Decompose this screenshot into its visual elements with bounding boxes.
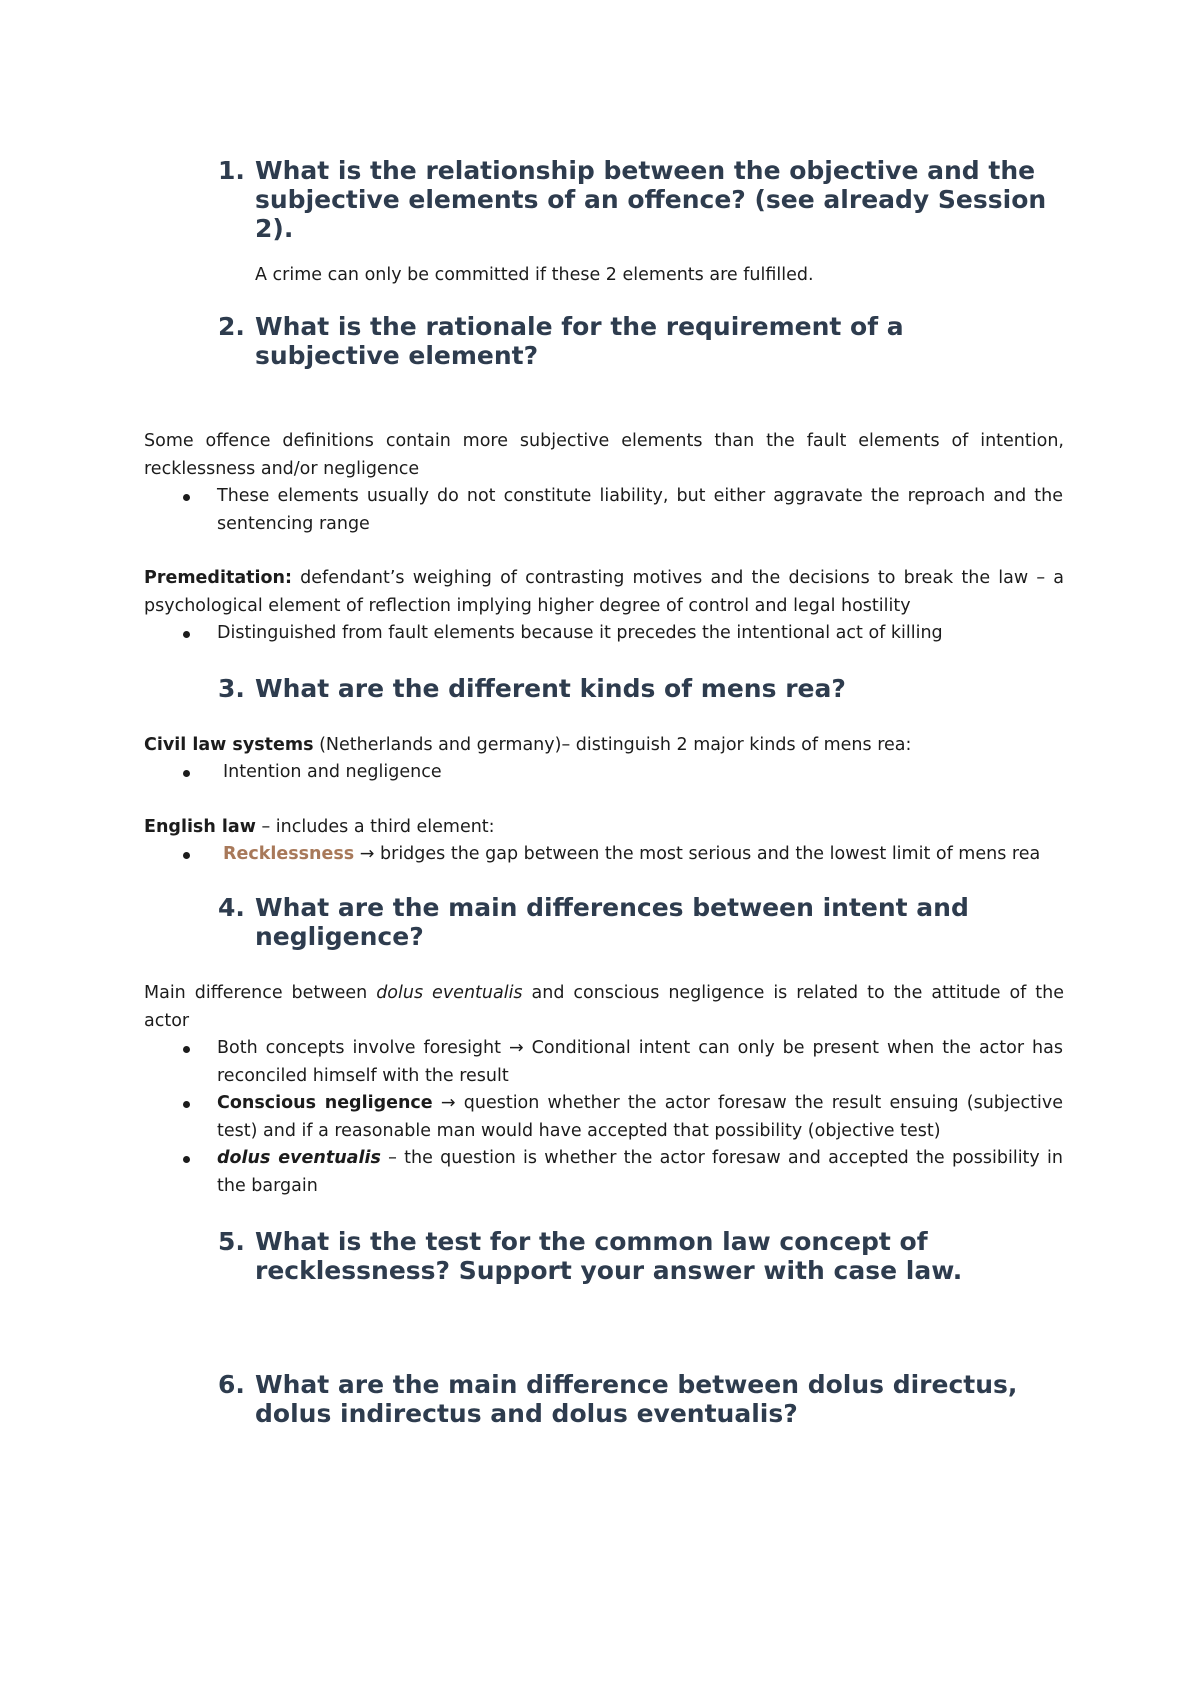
q3-english-law-paragraph (144, 814, 1064, 842)
question-number: 1. (218, 156, 245, 185)
bullet-text: These elements usually do not constitute liability, but either aggravate the reproach and the sentencing range (217, 486, 1063, 534)
dolus-eventualis-text: – the question is whether the actor foresaw and accepted the possibility in the bargain (217, 1148, 1063, 1196)
bullet-text (217, 1035, 1063, 1090)
intro-text-b: and conscious negligence is related to the attitude of the actor (144, 983, 1064, 1031)
bullet-text-b: Conditional intent can only be present when the actor has reconciled himself with the result (217, 1038, 1063, 1086)
question-number: 5. (218, 1227, 245, 1256)
question-text: What is the relationship between the objective and the subjective elements of an offence? (see already Session 2). (255, 156, 1047, 243)
bullet-dot (183, 1046, 190, 1053)
arrow-icon: → (432, 1093, 464, 1113)
q2-premeditation-paragraph (144, 565, 1064, 620)
bullet-dot (183, 494, 190, 501)
question-4-heading (218, 893, 1048, 951)
bullet-dot (183, 631, 190, 638)
recklessness-label: Recklessness (223, 844, 355, 864)
bullet-dot (183, 770, 190, 777)
bullet-text: Distinguished from fault elements because it precedes the intentional act of killing (217, 623, 943, 643)
arrow-icon: → (508, 1038, 524, 1058)
civil-law-text: (Netherlands and germany)– distinguish 2 major kinds of mens rea: (313, 735, 912, 755)
arrow-icon: → (354, 844, 381, 864)
question-number: 6. (218, 1370, 245, 1399)
q3-civil-law-paragraph (144, 732, 1064, 760)
q2-intro-paragraph: Some offence definitions contain more subjective elements than the fault elements of intention, recklessness and/or negligence (144, 431, 1064, 479)
q4-intro-paragraph (144, 980, 1064, 1035)
question-6-heading (218, 1370, 1048, 1428)
question-text: What is the rationale for the requirement of a subjective element? (255, 312, 904, 370)
question-text: What are the different kinds of mens rea? (255, 674, 846, 703)
bullet-text: Intention and negligence (223, 762, 442, 782)
question-1-heading (218, 156, 1048, 243)
bullet-text (217, 1145, 1063, 1200)
q4-bullet-2 (183, 1090, 1063, 1145)
question-5-heading (218, 1227, 1048, 1285)
dolus-eventualis-term: dolus eventualis (376, 983, 523, 1003)
intro-text-a: Main difference between (144, 983, 377, 1003)
bullet-text (223, 841, 1063, 869)
q4-bullet-1 (183, 1035, 1063, 1090)
q3-civil-bullet (183, 759, 1063, 787)
q2-bullet-1 (183, 483, 1063, 538)
question-3-heading (218, 674, 1048, 703)
bullet-text-a: Both concepts involve foresight (217, 1038, 509, 1058)
q3-recklessness-bullet (183, 841, 1063, 869)
english-law-label: English law (144, 817, 256, 837)
q4-bullet-3 (183, 1145, 1063, 1200)
question-text: What are the main differences between intent and negligence? (255, 893, 969, 951)
bullet-dot (183, 852, 190, 859)
english-law-text: – includes a third element: (255, 817, 495, 837)
bullet-dot (183, 1156, 190, 1163)
question-1-answer: A crime can only be committed if these 2 elements are fulfilled. (255, 265, 814, 285)
conscious-negligence-text: question whether the actor foresaw the result ensuing (subjective test) and if a reasonable man would have accepted that possibility (objective test) (217, 1093, 1064, 1141)
question-number: 4. (218, 893, 245, 922)
question-text: What are the main difference between dolus directus, dolus indirectus and dolus eventualis? (255, 1370, 1018, 1428)
bullet-dot (183, 1101, 190, 1108)
bullet-text (217, 1090, 1063, 1145)
question-number: 3. (218, 674, 245, 703)
premeditation-text: defendant’s weighing of contrasting motives and the decisions to break the law – a psychological element of reflection implying higher degree of control and legal hostility (144, 568, 1064, 616)
question-2-heading (218, 312, 1048, 370)
dolus-eventualis-label: dolus eventualis (217, 1148, 381, 1168)
q2-bullet-2 (183, 620, 1063, 648)
civil-law-label: Civil law systems (144, 735, 314, 755)
question-number: 2. (218, 312, 245, 341)
recklessness-text: bridges the gap between the most serious and the lowest limit of mens rea (380, 844, 1041, 864)
conscious-negligence-label: Conscious negligence (217, 1093, 433, 1113)
question-text: What is the test for the common law concept of recklessness? Support your answer with case law. (255, 1227, 963, 1285)
premeditation-label: Premeditation: (144, 568, 292, 588)
